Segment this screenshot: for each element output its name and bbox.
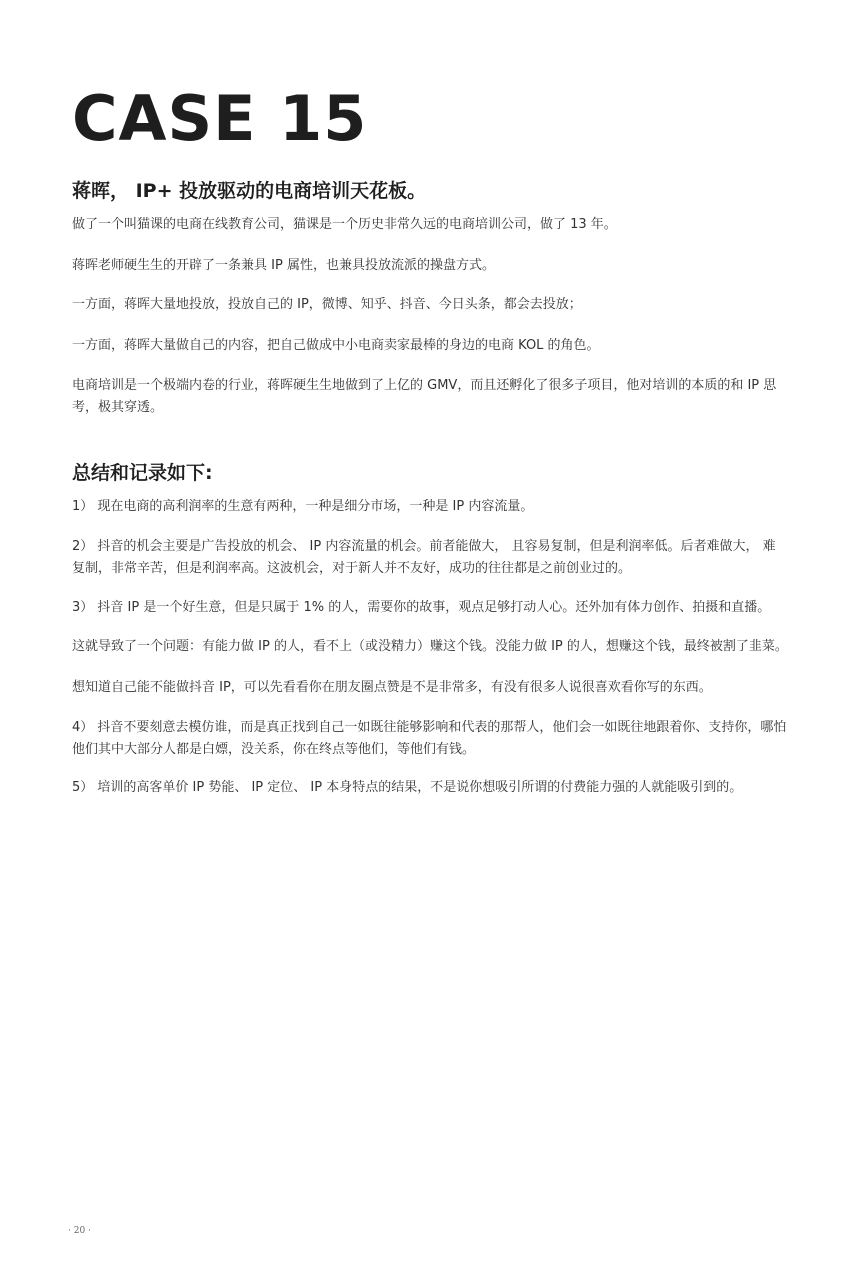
point-paragraph-2: 2） 抖音的机会主要是广告投放的机会、 IP 内容流量的机会。前者能做大， 且容易复制，但是利润率低。后者难做大， 难复制，非常辛苦，但是利润率高。这波机会，对于新人并不友好，成功的往往都是之前创业过的。 [72, 539, 776, 576]
intro-paragraph-3: 一方面，蒋晖大量地投放，投放自己的 IP，微博、知乎、抖音、今日头条，都会去投放； [72, 297, 582, 312]
point-paragraph-5: 想知道自己能不能做抖音 IP，可以先看看你在朋友圈点赞是不是非常多，有没有很多人说很喜欢看你写的东西。 [72, 680, 712, 695]
case-title: CASE 15 [72, 82, 368, 155]
intro-paragraph-5: 电商培训是一个极端内卷的行业，蒋晖硬生生地做到了上亿的 GMV，而且还孵化了很多子项目，他对培训的本质的和 IP 思考，极其穿透。 [72, 378, 777, 415]
intro-paragraph-2: 蒋晖老师硬生生的开辟了一条兼具 IP 属性，也兼具投放流派的操盘方式。 [72, 258, 495, 273]
page-number: · 20 · [68, 1226, 91, 1236]
intro-paragraph-4: 一方面，蒋晖大量做自己的内容，把自己做成中小电商卖家最棒的身边的电商 KOL 的角色。 [72, 338, 600, 353]
point-paragraph-4: 这就导致了一个问题：有能力做 IP 的人，看不上（或没精力）赚这个钱。没能力做 IP 的人，想赚这个钱，最终被割了韭菜。 [72, 639, 788, 654]
section-title: 总结和记录如下: [72, 462, 213, 484]
point-paragraph-1: 1） 现在电商的高利润率的生意有两种，一种是细分市场，一种是 IP 内容流量。 [72, 499, 534, 514]
headline: 蒋晖， IP+ 投放驱动的电商培训天花板。 [72, 180, 427, 202]
intro-paragraph-1: 做了一个叫猫课的电商在线教育公司，猫课是一个历史非常久远的电商培训公司，做了 13 年。 [72, 217, 617, 232]
point-paragraph-7: 5） 培训的高客单价 IP 势能、 IP 定位、 IP 本身特点的结果，不是说你想吸引所谓的付费能力强的人就能吸引到的。 [72, 780, 743, 795]
point-paragraph-3: 3） 抖音 IP 是一个好生意，但是只属于 1% 的人，需要你的故事，观点足够打动人心。还外加有体力创作、拍摄和直播。 [72, 600, 771, 615]
point-paragraph-6: 4） 抖音不要刻意去模仿谁，而是真正找到自己一如既往能够影响和代表的那帮人，他们会一如既往地跟着你、支持你，哪怕他们其中大部分人都是白嫖，没关系，你在终点等他们，等他们有钱。 [72, 720, 787, 757]
